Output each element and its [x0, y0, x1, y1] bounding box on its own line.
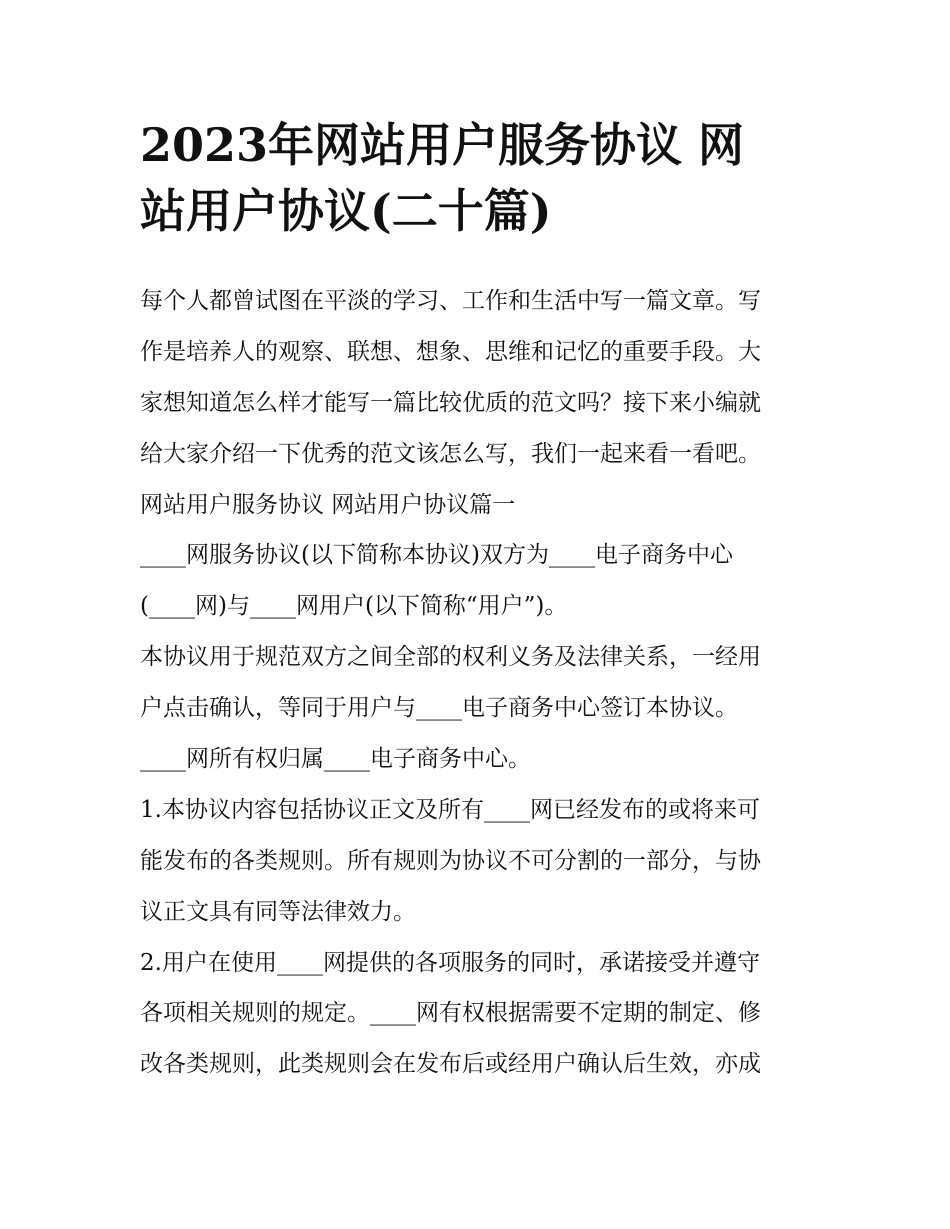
- title-line: 2023年网站用户服务协议 网: [140, 118, 745, 172]
- body-line: 1.本协议内容包括协议正文及所有____网已经发布的或将来可: [140, 796, 760, 823]
- body-line: ____网服务协议(以下简称本协议)双方为____电子商务中心: [140, 542, 733, 569]
- body-line: 能发布的各类规则。所有规则为协议不可分割的一部分，与协: [140, 847, 761, 874]
- title-line: 站用户协议(二十篇): [140, 184, 552, 238]
- body-line: 各项相关规则的规定。____网有权根据需要不定期的制定、修: [140, 1000, 761, 1027]
- body-line: 本协议用于规范双方之间全部的权利义务及法律关系，一经用: [140, 644, 761, 671]
- body-line: 给大家介绍一下优秀的范文该怎么写，我们一起来看一看吧。: [140, 440, 761, 467]
- body-line: 改各类规则，此类规则会在发布后或经用户确认后生效，亦成: [140, 1051, 761, 1078]
- body-line: 议正文具有同等法律效力。: [140, 898, 416, 925]
- section-heading: 网站用户服务协议 网站用户协议篇一: [140, 491, 516, 518]
- body-line: 作是培养人的观察、联想、想象、思维和记忆的重要手段。大: [140, 338, 761, 365]
- document-body: [140, 276, 820, 1090]
- body-line: (____网)与____网用户(以下简称“用户”)。: [140, 593, 568, 620]
- body-line: 户点击确认，等同于用户与____电子商务中心签订本协议。: [140, 695, 738, 722]
- body-line: 每个人都曾试图在平淡的学习、工作和生活中写一篇文章。写: [140, 288, 761, 314]
- page-title: [140, 112, 820, 244]
- body-line: 家想知道怎么样才能写一篇比较优质的范文吗？接下来小编就: [140, 389, 761, 416]
- body-line: ____网所有权归属____电子商务中心。: [140, 746, 531, 773]
- body-line: 2.用户在使用____网提供的各项服务的同时，承诺接受并遵守: [140, 949, 760, 976]
